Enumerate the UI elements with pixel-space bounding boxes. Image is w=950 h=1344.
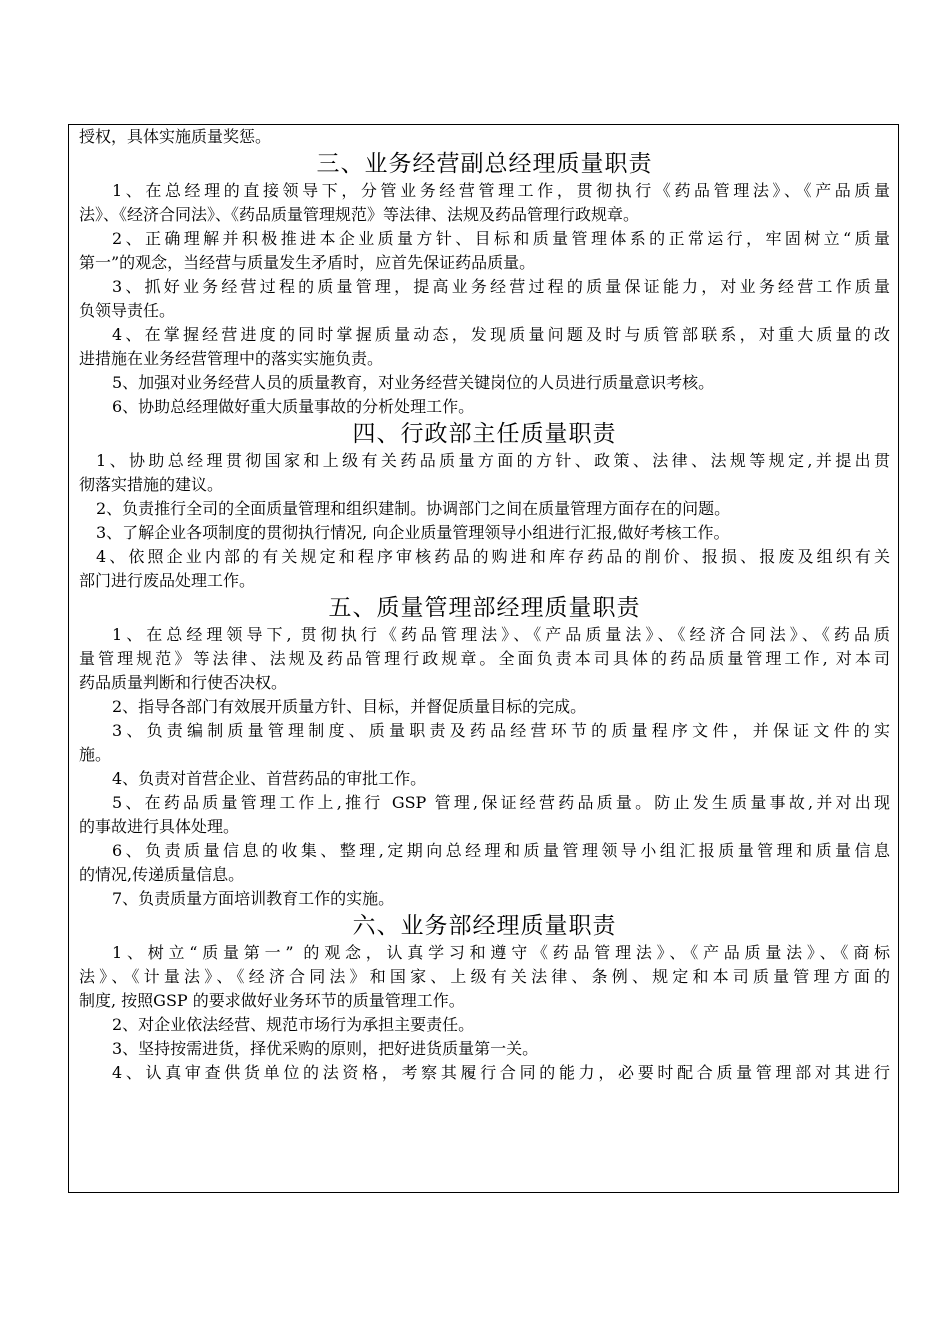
paragraph-line: 3、坚持按需进货，择优采购的原则，把好进货质量第一关。	[112, 1039, 539, 1058]
paragraph-line: 1、在总经理的直接领导下，分管业务经营管理工作，贯彻执行《药品管理法》、《产品质量	[112, 181, 890, 200]
section-heading: 五、质量管理部经理质量职责	[328, 595, 641, 621]
paragraph-line: 第一”的观念，当经营与质量发生矛盾时，应首先保证药品质量。	[79, 253, 536, 272]
document-frame	[68, 124, 899, 1193]
paragraph-line: 的事故进行具体处理。	[79, 817, 240, 836]
paragraph-line: 部门进行废品处理工作。	[79, 571, 256, 590]
paragraph-line: 6、协助总经理做好重大质量事故的分析处理工作。	[112, 397, 475, 416]
paragraph-line: 7、负责质量方面培训教育工作的实施。	[112, 889, 395, 908]
paragraph-line: 2、对企业依法经营、规范市场行为承担主要责任。	[112, 1015, 475, 1034]
paragraph-line: 3、了解企业各项制度的贯彻执行情况, 向企业质量管理领导小组进行汇报,做好考核工作。	[96, 523, 730, 542]
paragraph-line: 3、负责编制质量管理制度、质量职责及药品经营环节的质量程序文件，并保证文件的实	[112, 721, 890, 740]
paragraph-line: 药品质量判断和行使否决权。	[79, 673, 288, 692]
paragraph-line: 量管理规范》等法律、法规及药品管理行政规章。全面负责本司具体的药品质量管理工作, 对本司	[79, 649, 890, 668]
paragraph-line: 1、协助总经理贯彻国家和上级有关药品质量方面的方针、政策、法律、法规等规定,并提出贯	[96, 451, 890, 470]
paragraph-line: 制度, 按照GSP 的要求做好业务环节的质量管理工作。	[79, 991, 465, 1010]
paragraph-line: 2、负责推行全司的全面质量管理和组织建制。协调部门之间在质量管理方面存在的问题。	[96, 499, 731, 518]
paragraph-line: 4、负责对首营企业、首营药品的审批工作。	[112, 769, 427, 788]
paragraph-line: 1、在总经理领导下, 贯彻执行《药品管理法》、《产品质量法》、《经济合同法》、《药品质	[112, 625, 890, 644]
intro-line: 授权，具体实施质量奖惩。	[79, 127, 272, 146]
section-heading: 三、业务经营副总经理质量职责	[316, 151, 653, 177]
paragraph-line: 负领导责任。	[79, 301, 176, 320]
paragraph-line: 2、指导各部门有效展开质量方针、目标，并督促质量目标的完成。	[112, 697, 587, 716]
paragraph-line: 进措施在业务经营管理中的落实实施负责。	[79, 349, 384, 368]
paragraph-line: 4、认真审查供货单位的法资格，考察其履行合同的能力，必要时配合质量管理部对其进行	[112, 1063, 890, 1082]
paragraph-line: 4、依照企业内部的有关规定和程序审核药品的购进和库存药品的削价、报损、报废及组织有关	[96, 547, 890, 566]
paragraph-line: 1、树立“质量第一” 的观念，认真学习和遵守《药品管理法》、《产品质量法》、《商标	[112, 943, 890, 962]
paragraph-line: 法》、《经济合同法》、《药品质量管理规范》等法律、法规及药品管理行政规章。	[79, 205, 640, 224]
section-heading: 六、业务部经理质量职责	[352, 913, 617, 939]
section-heading: 四、行政部主任质量职责	[352, 421, 617, 447]
paragraph-line: 法》、《计量法》、《经济合同法》和国家、上级有关法律、条例、规定和本司质量管理方面的	[79, 967, 890, 986]
paragraph-line: 施。	[79, 745, 112, 764]
paragraph-line: 的情况,传递质量信息。	[79, 865, 245, 884]
paragraph-line: 5、加强对业务经营人员的质量教育，对业务经营关键岗位的人员进行质量意识考核。	[112, 373, 715, 392]
paragraph-line: 3、抓好业务经营过程的质量管理，提高业务经营过程的质量保证能力，对业务经营工作质量	[112, 277, 890, 296]
paragraph-line: 2、正确理解并积极推进本企业质量方针、目标和质量管理体系的正常运行，牢固树立“质量	[112, 229, 890, 248]
paragraph-line: 5、在药品质量管理工作上,推行 GSP 管理,保证经营药品质量。防止发生质量事故,并对出现	[112, 793, 890, 812]
paragraph-line: 6、负责质量信息的收集、整理,定期向总经理和质量管理领导小组汇报质量管理和质量信息	[112, 841, 890, 860]
paragraph-line: 4、在掌握经营进度的同时掌握质量动态，发现质量问题及时与质管部联系，对重大质量的改	[112, 325, 890, 344]
paragraph-line: 彻落实措施的建议。	[79, 475, 224, 494]
